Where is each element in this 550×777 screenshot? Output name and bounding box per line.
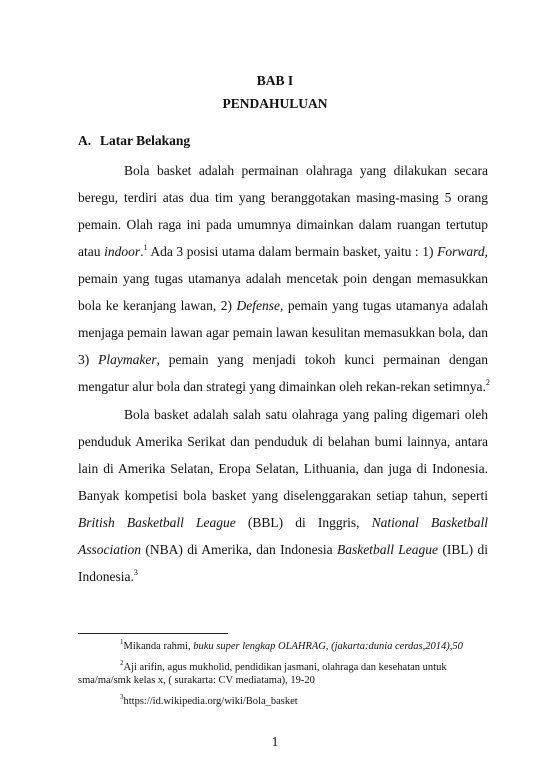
footnote-marker: 3 [133, 568, 138, 577]
footnote-2-continued: sma/ma/smk kelas x, ( surakarta: CV mediatama), 19-20 [78, 675, 315, 686]
footnote-number: 1 [120, 638, 124, 646]
paragraph-line: Bola basket adalah salah satu olahraga yang paling digemari oleh [124, 407, 488, 422]
paragraph-line: pemain yang tugas utamanya adalah mencetak poin dengan memasukkan [78, 271, 488, 286]
text-run: . [140, 244, 144, 259]
footnote-marker: 2 [485, 378, 490, 387]
text-run: bola ke keranjang lawan, 2) [78, 298, 237, 313]
italic-term: Defense, [236, 298, 284, 313]
paragraph-line: beregu, terdiri atas dua tim yang beranggotakan masing-masing 5 orang [78, 190, 488, 205]
text-run: Indonesia. [78, 569, 134, 584]
footnote-marker: 1 [143, 243, 148, 252]
italic-term: Forward [437, 244, 485, 259]
chapter-label: BAB I [256, 73, 294, 88]
text-run: 3) [78, 352, 99, 367]
paragraph-line: lain di Amerika Selatan, Eropa Selatan, Lithuania, dan juga di Indonesia. [78, 461, 488, 476]
footnote-text: Aji arifin, agus mukholid, pendidikan jasmani, olahraga dan kesehatan untuk [123, 662, 447, 673]
paragraph-line [78, 542, 488, 558]
paragraph-line [78, 298, 488, 314]
text-run: atau [78, 244, 105, 259]
paragraph-line: menjaga pemain lawan agar pemain lawan kesulitan memasukkan bola, dan [78, 325, 488, 340]
footnote-number: 3 [120, 693, 124, 701]
italic-term: National Basketball [371, 515, 489, 530]
text-run: , pemain yang menjadi tokoh kunci permainan dengan [156, 352, 488, 367]
chapter-title: PENDAHULUAN [222, 96, 328, 111]
section-heading [78, 133, 190, 149]
footnote-number: 2 [120, 659, 124, 667]
paragraph-line [78, 379, 490, 395]
text-run: mengatur alur bola dan strategi yang dimainkan oleh rekan-rekan setimnya. [78, 379, 486, 394]
page-number: 1 [271, 734, 279, 749]
text-run: pemain yang tugas utamanya adalah [283, 298, 488, 313]
paragraph-line [78, 244, 488, 260]
text-run: , [484, 244, 488, 259]
text-run: (NBA) di Amerika, dan Indonesia [141, 542, 337, 557]
italic-term: indoor [104, 244, 141, 259]
section-number: A. [78, 133, 92, 148]
footnote-separator [78, 633, 228, 634]
footnote-3 [120, 695, 298, 708]
footnote-text: Mikanda rahmi, [123, 641, 194, 652]
footnote-2 [120, 661, 447, 674]
paragraph-line: Bola basket adalah permainan olahraga yang dilakukan secara [124, 163, 488, 178]
italic-term: Basketball League [336, 542, 439, 557]
italic-term: Playmaker [98, 352, 157, 367]
paragraph-line [78, 515, 488, 531]
text-run: (BBL) di Inggris, [235, 515, 372, 530]
paragraph-line: Banyak kompetisi bola basket yang diselenggarakan setiap tahun, seperti [78, 488, 488, 503]
footnote-text-italic: buku super lengkap OLAHRAG, (jakarta:dunia cerdas,2014),50 [193, 641, 463, 652]
paragraph-line [78, 352, 488, 368]
italic-term: British Basketball League [78, 515, 236, 530]
section-title: Latar Belakang [100, 133, 191, 148]
paragraph-line: penduduk Amerika Serikat dan penduduk di belahan bumi lainnya, antara [78, 434, 488, 449]
paragraph-line [78, 569, 138, 585]
footnote-link-text: https://id.wikipedia.org/wiki/Bola_basket [123, 696, 298, 707]
text-run: (IBL) di [438, 542, 488, 557]
text-run: Ada 3 posisi utama dalam bermain basket, yaitu : 1) [147, 244, 438, 259]
footnote-1 [120, 640, 463, 653]
paragraph-line: pemain. Olah raga ini pada umumnya dimainkan dalam ruangan tertutup [78, 217, 488, 232]
italic-term: Association [78, 542, 141, 557]
